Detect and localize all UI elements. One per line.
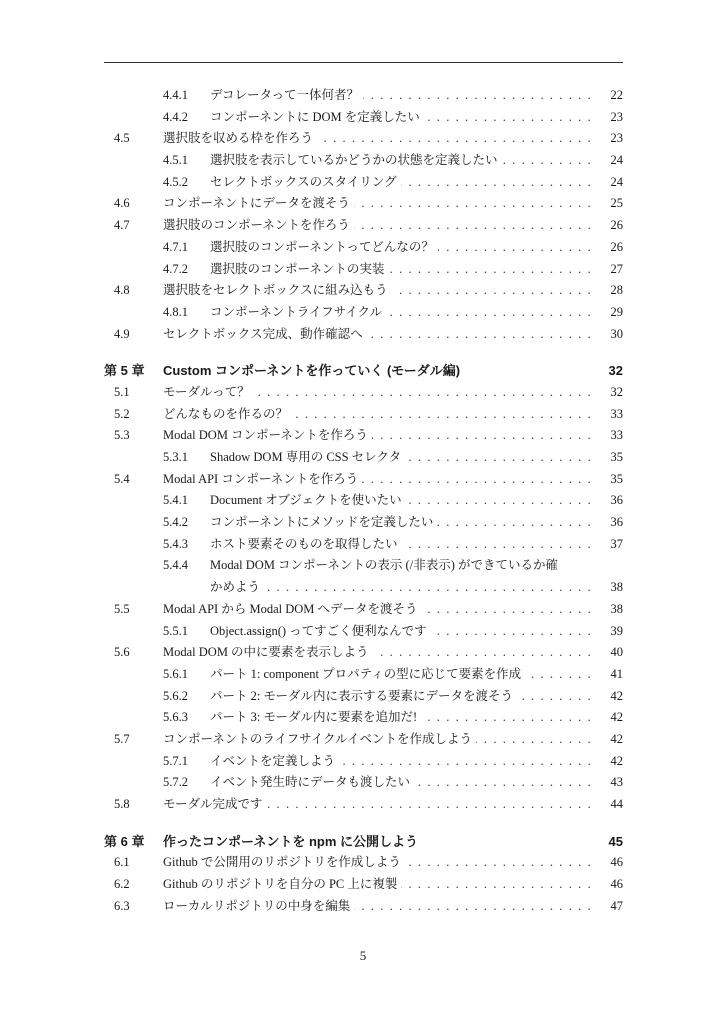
toc-section-entry[interactable] xyxy=(104,729,623,751)
entry-page-number: 33 xyxy=(610,406,623,421)
entry-title-box xyxy=(210,707,597,729)
entry-page-number: 42 xyxy=(610,753,623,768)
entry-page-number: 28 xyxy=(610,283,623,298)
entry-title-box xyxy=(210,259,597,281)
entry-number: 5.3 xyxy=(114,428,130,443)
dot-leader xyxy=(402,534,597,556)
entry-title-box xyxy=(210,534,597,556)
entry-title-box xyxy=(163,193,597,215)
entry-number: 5.7 xyxy=(114,731,130,746)
toc-subsection-entry[interactable] xyxy=(104,259,623,281)
dot-leader xyxy=(339,751,597,773)
entry-number: 5.4.4 xyxy=(163,558,188,573)
entry-title: イベント発生時にデータも渡したい xyxy=(210,775,411,790)
entry-page-number: 46 xyxy=(610,877,623,892)
entry-title-box xyxy=(163,896,597,918)
entry-number: 5.2 xyxy=(114,406,130,421)
entry-number: 4.8 xyxy=(114,283,130,298)
entry-number: 4.4.2 xyxy=(163,109,188,124)
entry-title-box xyxy=(210,150,597,172)
entry-page-number: 26 xyxy=(610,239,623,254)
entry-number: 4.5.2 xyxy=(163,174,188,189)
entry-page-number: 42 xyxy=(610,710,623,725)
entry-page-number: 33 xyxy=(610,428,623,443)
toc-section-entry[interactable] xyxy=(104,324,623,346)
entry-number: 5.4 xyxy=(114,471,130,486)
toc-subsection-entry[interactable] xyxy=(104,621,623,643)
entry-title-box xyxy=(210,577,597,599)
dot-leader xyxy=(367,324,597,346)
dot-leader xyxy=(405,852,597,874)
dot-leader xyxy=(414,772,597,794)
entry-title-box xyxy=(210,107,597,129)
toc-subsection-entry[interactable] xyxy=(104,534,623,556)
toc-subsection-entry[interactable] xyxy=(104,751,623,773)
entry-title: 選択肢のコンポーネントってどんなの？ xyxy=(210,239,434,254)
entry-title: コンポーネントのライフサイクルイベントを作成しよう xyxy=(163,731,473,746)
entry-title: パート 3: モーダル内に要素を追加だ! xyxy=(210,710,418,725)
dot-leader xyxy=(406,490,597,512)
dot-leader xyxy=(525,664,597,686)
entry-page-spacer xyxy=(597,555,623,577)
entry-number: 4.7.2 xyxy=(163,261,188,276)
entry-title-box xyxy=(210,751,597,773)
dot-leader xyxy=(354,896,597,918)
toc-subsection-entry[interactable] xyxy=(104,707,623,729)
entry-number: 5.6.2 xyxy=(163,688,188,703)
dot-leader xyxy=(254,382,597,404)
toc-subsection-entry[interactable] xyxy=(104,447,623,469)
dot-leader xyxy=(264,577,597,599)
entry-title: モーダルって？ xyxy=(163,384,250,399)
toc-subsection-entry[interactable] xyxy=(104,85,623,107)
entry-title: 作ったコンポーネントを npm に公開しよう xyxy=(163,833,419,849)
entry-number: 5.5.1 xyxy=(163,623,188,638)
header-rule xyxy=(104,62,623,63)
entry-number: 第 5 章 xyxy=(104,363,145,379)
toc-subsection-entry[interactable] xyxy=(104,490,623,512)
entry-page-number: 47 xyxy=(610,898,623,913)
entry-title: Github で公開用のリポジトリを作成しよう xyxy=(163,855,401,870)
entry-page-number: 26 xyxy=(610,218,623,233)
entry-page-number: 38 xyxy=(610,580,623,595)
toc-subsection-entry[interactable] xyxy=(104,237,623,259)
entry-number: 5.3.1 xyxy=(163,450,188,464)
entry-number: 4.5.1 xyxy=(163,153,188,168)
entry-title: パート 1: component プロパティの型に応じて要素を作成 xyxy=(210,666,522,681)
dot-leader xyxy=(422,599,597,621)
entry-page-number: 36 xyxy=(610,493,623,508)
toc-section-entry[interactable] xyxy=(104,425,623,447)
entry-title-box xyxy=(210,512,597,534)
dot-leader xyxy=(354,193,597,215)
entry-title: 選択肢をセレクトボックスに組み込もう xyxy=(163,283,388,298)
entry-title: Modal DOM コンポーネントの表示 (/非表示) ができているか確 xyxy=(210,558,558,573)
entry-title-box xyxy=(210,302,597,324)
entry-title-box xyxy=(163,852,597,874)
entry-number: 5.6 xyxy=(114,645,130,660)
entry-page-number: 32 xyxy=(608,363,623,379)
dot-leader xyxy=(502,150,597,172)
toc-chapter-entry[interactable] xyxy=(104,360,623,382)
toc-subsection-entry-continued[interactable] xyxy=(104,577,623,599)
toc-section-entry[interactable] xyxy=(104,874,623,896)
entry-title: どんなものを作るの？ xyxy=(163,406,289,421)
dot-leader xyxy=(362,469,597,491)
toc-subsection-entry[interactable] xyxy=(104,302,623,324)
entry-number: 4.4.1 xyxy=(163,88,188,102)
entry-number: 5.5 xyxy=(114,601,130,616)
dot-leader xyxy=(438,237,597,259)
entry-page-number: 45 xyxy=(608,833,623,849)
entry-title-box xyxy=(163,324,597,346)
toc-section-entry[interactable] xyxy=(104,128,623,150)
entry-title-box xyxy=(163,280,597,302)
entry-number: 4.5 xyxy=(114,131,130,146)
dot-leader xyxy=(517,686,597,708)
toc-subsection-entry[interactable] xyxy=(104,172,623,194)
toc-section-entry[interactable] xyxy=(104,852,623,874)
dot-leader xyxy=(292,404,597,426)
entry-page-number: 41 xyxy=(610,666,623,681)
entry-number: 4.7 xyxy=(114,218,130,233)
toc-subsection-entry[interactable] xyxy=(104,512,623,534)
entry-title-box xyxy=(210,447,597,469)
entry-title-box xyxy=(210,490,597,512)
entry-title-continued: かめよう xyxy=(210,580,261,595)
entry-title: ホスト要素そのものを取得したい xyxy=(210,536,398,551)
toc-subsection-entry[interactable] xyxy=(104,555,623,577)
entry-page-number: 35 xyxy=(610,450,623,464)
entry-title: 選択肢を収める枠を作ろう xyxy=(163,131,314,146)
entry-title: Modal API コンポーネントを作ろう xyxy=(163,471,359,486)
entry-title-box xyxy=(163,360,597,382)
entry-title: Modal API から Modal DOM へデータを渡そう xyxy=(163,601,418,616)
entry-title-box xyxy=(210,621,597,643)
dot-leader xyxy=(401,172,597,194)
entry-title: コンポーネントにデータを渡そう xyxy=(163,196,350,211)
entry-page-number: 30 xyxy=(610,326,623,341)
entry-title: Shadow DOM 専用の CSS セレクタ xyxy=(210,450,402,464)
entry-number: 5.6.3 xyxy=(163,710,188,725)
entry-title: Modal DOM コンポーネントを作ろう xyxy=(163,428,368,443)
toc-section-entry[interactable] xyxy=(104,469,623,491)
entry-page-number: 36 xyxy=(610,515,623,530)
entry-title: 選択肢のコンポーネントを作ろう xyxy=(163,218,350,233)
toc-section-entry[interactable] xyxy=(104,280,623,302)
entry-title-box xyxy=(163,729,597,751)
entry-page-number: 40 xyxy=(610,645,623,660)
entry-title-box xyxy=(163,642,597,664)
dot-leader xyxy=(267,794,597,816)
entry-page-number: 35 xyxy=(610,471,623,486)
entry-title-box xyxy=(163,425,597,447)
toc-section-entry[interactable] xyxy=(104,382,623,404)
entry-number: 4.9 xyxy=(114,326,130,341)
entry-title-box xyxy=(210,237,597,259)
entry-title: パート 2: モーダル内に表示する要素にデータを渡そう xyxy=(210,688,513,703)
toc-section-entry[interactable] xyxy=(104,215,623,237)
toc-subsection-entry[interactable] xyxy=(104,107,623,129)
dot-leader xyxy=(372,425,597,447)
entry-title: Custom コンポーネントを作っていく (モーダル編) xyxy=(163,363,461,379)
entry-title: セレクトボックスのスタイリング xyxy=(210,174,397,189)
entry-page-number: 32 xyxy=(610,384,623,399)
toc-chapter-entry[interactable] xyxy=(104,831,623,853)
entry-page-number: 23 xyxy=(610,131,623,146)
dot-leader xyxy=(317,128,597,150)
entry-number: 4.6 xyxy=(114,196,130,211)
entry-page-number: 27 xyxy=(610,261,623,276)
entry-page-number: 39 xyxy=(610,623,623,638)
dot-leader xyxy=(388,259,597,281)
entry-page-number: 44 xyxy=(610,797,623,811)
toc-section-entry[interactable] xyxy=(104,642,623,664)
entry-title-box xyxy=(210,172,597,194)
entry-title: Github のリポジトリを自分の PC 上に複製 xyxy=(163,877,398,892)
entry-title-box xyxy=(163,874,597,896)
entry-page-number: 24 xyxy=(610,174,623,189)
entry-title-box xyxy=(163,794,597,816)
dot-leader xyxy=(476,729,597,751)
entry-title-box xyxy=(163,215,597,237)
dot-leader xyxy=(363,85,597,107)
toc-section-entry[interactable] xyxy=(104,404,623,426)
page-number: 5 xyxy=(359,948,367,963)
entry-number: 第 6 章 xyxy=(104,833,145,849)
entry-title-box xyxy=(163,469,597,491)
entry-page-number: 22 xyxy=(610,88,623,102)
entry-title: Object.assign() ってすごく便利なんです xyxy=(210,623,427,638)
toc-section-entry[interactable] xyxy=(104,896,623,918)
entry-number: 4.7.1 xyxy=(163,239,188,254)
dot-leader xyxy=(424,107,597,129)
entry-title-box xyxy=(163,404,597,426)
entry-number: 5.6.1 xyxy=(163,666,188,681)
entry-page-number: 24 xyxy=(610,153,623,168)
entry-title: コンポーネントにメソッドを定義したい xyxy=(210,515,434,530)
entry-page-number: 42 xyxy=(610,688,623,703)
entry-number: 4.8.1 xyxy=(163,304,188,319)
entry-title-box xyxy=(163,128,597,150)
entry-number: 5.8 xyxy=(114,797,130,811)
entry-title: Document オブジェクトを使いたい xyxy=(210,493,402,508)
entry-title: デコレータって一体何者？ xyxy=(210,88,360,102)
toc-subsection-entry[interactable] xyxy=(104,664,623,686)
dot-leader xyxy=(373,642,597,664)
dot-leader xyxy=(405,447,597,469)
entry-number: 5.7.2 xyxy=(163,775,188,790)
entry-title: ローカルリポジトリの中身を編集 xyxy=(163,898,351,913)
entry-number: 5.7.1 xyxy=(163,753,188,768)
entry-page-number: 37 xyxy=(610,536,623,551)
entry-title-box xyxy=(210,772,597,794)
entry-number: 5.1 xyxy=(114,384,130,399)
table-of-contents xyxy=(104,85,623,917)
dot-leader xyxy=(392,280,597,302)
entry-title-box xyxy=(163,831,597,853)
entry-number: 6.3 xyxy=(114,898,130,913)
dot-leader xyxy=(401,874,597,896)
entry-title: コンポーネントライフサイクル xyxy=(210,304,383,319)
entry-title: Modal DOM の中に要素を表示しよう xyxy=(163,645,369,660)
entry-page-number: 29 xyxy=(610,304,623,319)
toc-subsection-entry[interactable] xyxy=(104,686,623,708)
entry-number: 6.1 xyxy=(114,855,130,870)
toc-section-entry[interactable] xyxy=(104,794,623,816)
entry-title: モーダル完成です xyxy=(163,797,263,811)
entry-title: 選択肢のコンポーネントの実装 xyxy=(210,261,385,276)
entry-number: 6.2 xyxy=(114,877,130,892)
entry-title-box xyxy=(163,599,597,621)
entry-title: イベントを定義しよう xyxy=(210,753,336,768)
entry-page-number: 43 xyxy=(610,775,623,790)
entry-title: セレクトボックス完成、動作確認へ xyxy=(163,326,363,341)
entry-page-number: 38 xyxy=(610,601,623,616)
entry-title-box xyxy=(210,85,597,107)
entry-title-box xyxy=(210,555,597,577)
dot-leader xyxy=(437,512,597,534)
entry-number: 5.4.2 xyxy=(163,515,188,530)
dot-leader xyxy=(431,621,597,643)
entry-title: 選択肢を表示しているかどうかの状態を定義したい xyxy=(210,153,498,168)
entry-page-number: 23 xyxy=(610,109,623,124)
dot-leader xyxy=(354,215,597,237)
entry-title-box xyxy=(210,686,597,708)
dot-leader xyxy=(386,302,597,324)
entry-page-number: 46 xyxy=(610,855,623,870)
entry-title-box xyxy=(210,664,597,686)
entry-number: 5.4.1 xyxy=(163,493,188,508)
entry-title: コンポーネントに DOM を定義したい xyxy=(210,109,420,124)
toc-subsection-entry[interactable] xyxy=(104,772,623,794)
entry-number: 5.4.3 xyxy=(163,536,188,551)
entry-page-number: 42 xyxy=(610,731,623,746)
entry-title-box xyxy=(163,382,597,404)
toc-section-entry[interactable] xyxy=(104,193,623,215)
dot-leader xyxy=(421,707,597,729)
entry-page-number: 25 xyxy=(610,196,623,211)
toc-section-entry[interactable] xyxy=(104,599,623,621)
toc-subsection-entry[interactable] xyxy=(104,150,623,172)
